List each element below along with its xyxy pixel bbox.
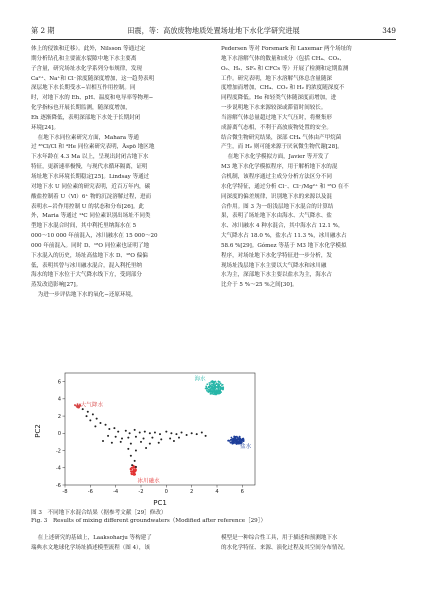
text-line: 程序，对场址地下水化学特征进一步分析，发 [221,252,332,259]
y-tick-label: 6 [57,379,61,386]
groundwater-sample-point [151,437,153,439]
groundwater-sample-point [125,430,127,432]
right-text-column [221,45,397,363]
groundwater-sample-point [107,435,109,437]
brine-cluster-point [227,440,229,442]
groundwater-sample-point [149,432,151,434]
brine-cluster-point [242,438,244,440]
text-line: 地下水溶解气体的数量和成分（包括 CH₄、CO₂、 [221,55,345,62]
text-line: 期分析钻孔和主要流水裂隙中地下水主要离 [31,55,137,62]
y-tick-label: 2 [57,413,61,420]
plot-frame [65,373,255,485]
groundwater-sample-point [135,466,137,468]
seawater-cluster-point [211,384,213,386]
groundwater-sample-point [92,413,94,415]
text-line: 水化学特征，通过分析 Cl⁻、Cl⁻/Mg²⁺ 和 ¹⁸O 在不 [221,183,349,190]
groundwater-sample-point [181,431,183,433]
text-line: 海水的地下水位于大气降水线下方，受到部分 [31,272,142,279]
groundwater-sample-point [169,437,171,439]
groundwater-sample-point [205,435,207,437]
brine-label: 盐水 [240,444,252,451]
running-title: 田震，等：高放废物地质处置场址地下水化学研究进展 [127,26,300,35]
groundwater-sample-point [131,464,133,466]
x-tick-label: 4 [215,489,219,495]
text-line: 同深度的偏差规律，识别地下水的来源以及混 [221,193,332,200]
brine-cluster-point [230,442,232,444]
groundwater-sample-point [145,447,147,449]
y-tick-label: 4 [57,396,61,403]
text-line: 瑞典水文地球化学场址描述模型流程（图 4），该 [31,544,151,551]
meteoric-cluster-point [77,405,79,407]
groundwater-sample-point [143,437,145,439]
x-tick-label: -8 [62,489,68,495]
groundwater-sample-point [105,424,107,426]
seawater-cluster-point [215,382,217,384]
brine-cluster-point [237,437,239,439]
text-line: 合机制，该程序通过主成分分析方法区分不同 [221,173,332,180]
groundwater-sample-point [113,427,115,429]
groundwater-sample-point [186,434,188,436]
groundwater-sample-point [89,419,91,421]
groundwater-sample-point [120,441,122,443]
glacial-cluster-point [130,471,132,473]
groundwater-sample-point [144,431,146,433]
text-line: Eh 逐渐降低，表明深部地下水处于长期封闭 [31,114,141,121]
text-line: 低，表明其曾与冰川融水混合，混入利托里纳 [31,262,142,269]
text-line: Ca²⁺、Na⁺和 Cl⁻浓度随深度增加，这一趋势表明 [31,75,155,82]
text-line: 表明水−岩作用控制 U 的状态和分布[26]。此 [31,203,144,210]
groundwater-sample-point [102,440,104,442]
brine-cluster-point [232,441,234,443]
groundwater-sample-point [130,455,132,457]
text-line: 当溶解气体总量超过地下大气压时，将聚集形 [221,114,332,121]
brine-cluster-point [231,437,233,439]
x-tick-label: -4 [113,489,119,495]
seawater-cluster-point [210,382,212,384]
text-line: M3 地下水化学模拟程序，用于解析地下水的混 [221,164,338,171]
glacial-cluster-point [135,469,137,471]
text-line: 型地下水混合时间，其中利托里纳海水在 5 [31,223,137,230]
groundwater-sample-point [99,422,101,424]
seawater-cluster-point [205,386,207,388]
groundwater-sample-point [196,433,198,435]
brine-cluster-point [242,439,244,441]
brine-cluster-point [237,443,239,445]
text-line: 深层地下水长期受水−岩相互作用控制。同 [31,85,136,92]
text-line: 体上的侵蚀和迁移）。此外，Nilsson 等通过定 [31,46,146,52]
text-line: 合作用。图 3 为一组浅层地下水混合的计算结 [221,203,334,210]
groundwater-sample-point [201,431,203,433]
text-line: 水、冰川融水 4 种水混合，其中海水占 12.1 %， [221,223,344,230]
groundwater-sample-point [121,437,123,439]
glacial-cluster-point [132,467,134,469]
issue-number: 第 2 期 [31,26,55,35]
seawater-cluster-point [215,394,217,396]
text-line: 在地下水同位素研究方面，Mahara 等通 [37,134,139,141]
text-line: 酸盐控制着 U（Ⅵ）6⁺ 物的沉淀溶解过程，进而 [31,193,152,200]
groundwater-sample-point [87,411,89,413]
groundwater-sample-point [115,436,117,438]
text-line: 工作。研究表明，地下水溶解气体总含量随深 [221,75,332,82]
seawater-cluster-point [210,386,212,388]
seawater-cluster-point [214,384,216,386]
y-tick-label: -4 [55,465,61,472]
groundwater-sample-point [108,428,110,430]
text-line: 化学指标也开展长期监测，随深度增加， [31,105,131,112]
seawater-cluster-point [206,383,208,385]
seawater-cluster-point [215,389,217,391]
brine-cluster-point [234,437,236,439]
groundwater-sample-point [117,431,119,433]
caption-chinese: 图 3 不同地下水混合结果（据参考文献［29］修改） [31,510,167,516]
brine-cluster-point [239,440,241,442]
y-tick-label: -2 [55,448,61,455]
groundwater-sample-point [134,429,136,431]
text-line: 的水化学特征、来源、演化过程及其空间分布情况。 [221,544,349,551]
seawater-cluster-point [212,391,214,393]
text-line: 为进一步评估地下水的氧化−还原环境， [37,292,137,299]
y-axis-label: PC2 [34,424,42,438]
text-line: 58.6 %[29]。Gómez 等基于 M3 地下水化学模拟 [221,242,347,249]
seawater-cluster-point [222,384,224,386]
text-line: 比介于 5 %～25 %之间[30]。 [221,282,298,289]
seawater-cluster-point [213,389,215,391]
seawater-cluster-point [206,387,208,389]
text-line: 结合微生物研究结果，深部 CH₄ 气体由产甲烷菌 [221,134,342,141]
text-line: 下水年龄在 4.3 Ma 以上，呈现出封闭古地下水 [31,154,149,161]
text-line: 现场址浅层地下水主要以大气降水和冰川融 [221,262,327,269]
groundwater-sample-point [86,415,88,417]
groundwater-sample-point [154,431,156,433]
x-tick-label: -6 [87,489,93,495]
text-line: 场址地下水环境长期稳定[25]。Lindsay 等通过 [31,173,150,180]
text-line: 水为主，深部地下水主要以盐水为主，海水占 [221,272,332,279]
seawater-label: 海水 [194,376,206,383]
seawater-cluster-point [208,389,210,391]
seawater-cluster-point [208,391,210,393]
groundwater-sample-point [130,443,132,445]
y-tick-label: 0 [57,431,61,438]
text-line: O₂、H₂、SF₆ 和 CFCs 等）开展了检测和定期监测 [221,65,349,72]
text-line: 果，表明了场址地下水由海水、大气降水、盐 [221,213,332,220]
groundwater-sample-point [127,437,129,439]
text-line: 000 年前混入。同时 D、¹⁸O 同位素也证明了地 [31,242,150,249]
text-line: 在上述研究的基础上，Laaksoharju 等构建了 [37,535,152,541]
text-line: 一步说明地下水来源较深或滞留时间较长。 [221,105,327,112]
pca-chart [31,368,261,508]
seawater-cluster-point [218,386,220,388]
header-rule [31,39,396,40]
groundwater-sample-point [191,432,193,434]
groundwater-sample-point [96,418,98,420]
seawater-cluster-point [220,383,222,385]
text-line: 成游离气态相，不利于高放废物处置的安全。 [221,124,332,131]
groundwater-sample-point [165,431,167,433]
text-line: 模型是一种综合性工具，用于描述和预测地下水 [221,535,338,541]
groundwater-sample-point [175,433,177,435]
seawater-cluster-point [219,390,221,392]
page-number: 349 [382,26,396,35]
glacial-label: 冰川融水 [137,478,160,485]
y-tick-label: -6 [55,482,61,489]
seawater-cluster-point [215,386,217,388]
text-line: 蒸发改造影响[27]。 [31,282,82,289]
text-line: 时，对地下水的 Eh、pH、温度和电导率等物理− [31,95,154,102]
brine-cluster-point [233,436,235,438]
seawater-cluster-point [218,381,220,383]
seawater-cluster-point [213,383,215,385]
brine-cluster-point [235,439,237,441]
text-line: 对地下水 U 同位素的研究表明，近百万年内，碳 [31,183,151,190]
glacial-cluster-point [133,471,135,473]
text-line: 下水混入的历史，场址高盐地下水 D、¹⁸O 偏偏 [31,252,148,259]
text-line: 子含量，研究场址水化学系列分布规律，发现 [31,65,142,72]
groundwater-sample-point [127,448,129,450]
groundwater-sample-point [94,425,96,427]
glacial-cluster-point [130,467,132,469]
groundwater-sample-point [135,436,137,438]
text-line: 在地下水化学模拟方面，Javier 等开发了 [227,154,329,161]
seawater-cluster-point [206,390,208,392]
text-line: 大气降水占 18.0 %，盐水占 11.3 %，冰川融水占 [221,233,347,240]
text-line: 度增加而增加，CH₄、CO₂ 和 H₂ 的浓度随深度不 [221,85,345,92]
brine-cluster-point [239,436,241,438]
text-line: Pedersen 等对 Forsmark 和 Laxemar 两个场址的 [221,46,352,52]
groundwater-sample-point [159,433,161,435]
seawater-cluster-point [213,387,215,389]
meteoric-label: 大气降水 [80,402,104,409]
groundwater-sample-point [129,432,131,434]
figure-caption [31,509,266,525]
groundwater-sample-point [158,442,160,444]
x-tick-label: 2 [190,489,194,495]
seawater-cluster-point [211,393,213,395]
groundwater-sample-point [140,441,142,443]
seawater-cluster-point [219,392,221,394]
text-line: 外，Maria 等通过 ¹⁴C 同位素识别出场址不同类 [31,213,151,220]
groundwater-sample-point [111,442,113,444]
glacial-cluster-point [131,473,133,475]
x-axis-label: PC1 [153,499,167,507]
bottom-left-text [31,534,207,554]
text-line: 同程度降低。He 和轻类气体随深度而增加，进 [221,95,337,102]
seawater-cluster-point [208,382,210,384]
page-header [31,25,396,39]
groundwater-sample-point [149,443,151,445]
groundwater-sample-point [139,431,141,433]
seawater-cluster-point [213,393,215,395]
text-line: 产生，而 H₂ 则可能来源于厌氧微生物代谢[28]。 [221,144,343,151]
caption-english: Fig. 3 Results of mixing different groundwaters（Modified after reference［29］） [31,518,267,524]
groundwater-sample-point [170,432,172,434]
groundwater-sample-point [178,437,180,439]
text-line: 过 ³⁶Cl/Cl 和 ⁴He 同位素研究表明，Äspö 地区地 [31,144,155,151]
seawater-cluster-point [222,388,224,390]
groundwater-sample-point [135,450,137,452]
groundwater-sample-point [160,438,162,440]
x-tick-label: 6 [240,489,244,495]
glacial-cluster-point [134,474,136,476]
groundwater-sample-point [173,440,175,442]
groundwater-sample-point [134,460,136,462]
bottom-right-text [221,534,397,554]
x-tick-label: -2 [138,489,144,495]
seawater-cluster-point [209,384,211,386]
x-tick-label: 0 [164,489,168,495]
text-line: 环境[24]。 [31,124,60,131]
left-text-column [31,45,207,348]
seawater-cluster-point [208,387,210,389]
figure-3-scatter-plot [31,368,261,508]
text-line: 特征，更新速率极慢，与现代水循环隔离，证明 [31,164,148,171]
text-line: 000～10 000 年前混入，冰川融水在 15 000～20 [31,233,158,240]
seawater-cluster-point [215,391,217,393]
